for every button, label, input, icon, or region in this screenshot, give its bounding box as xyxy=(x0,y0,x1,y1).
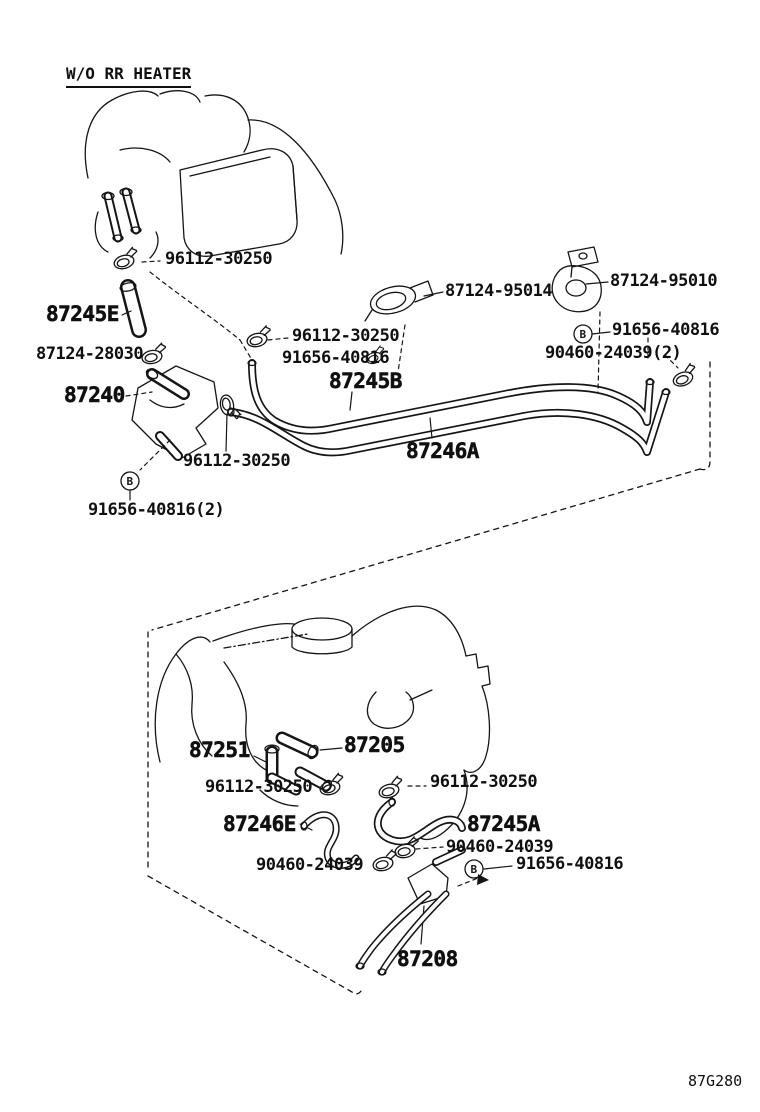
bolt-icon xyxy=(121,472,139,490)
bolt-icon xyxy=(465,860,483,878)
part-label-96112-30250: 96112-30250 xyxy=(205,777,313,797)
part-label-96112-30250: 96112-30250 xyxy=(292,326,400,346)
hose-87245a xyxy=(378,798,462,841)
direction-arrow xyxy=(477,874,489,885)
part-label-91656-40816: 91656-40816 xyxy=(282,348,390,368)
part-label-87124-28030: 87124-28030 xyxy=(36,344,144,364)
part-label-96112-30250: 96112-30250 xyxy=(165,249,273,269)
bracket-87124-95014 xyxy=(365,281,433,321)
part-label-91656-40816: 91656-40816(2) xyxy=(88,500,225,520)
drawing-code: 87G280 xyxy=(688,1072,743,1090)
part-label-87124-95014: 87124-95014 xyxy=(445,281,553,301)
part-label-87205: 87205 xyxy=(344,733,405,757)
diagram-title: W/O RR HEATER xyxy=(66,66,191,88)
part-label-87124-95010: 87124-95010 xyxy=(610,271,718,291)
water-outlet-87205 xyxy=(282,738,320,760)
part-label-96112-30250: 96112-30250 xyxy=(183,451,291,471)
part-label-87240: 87240 xyxy=(64,383,125,407)
cowl-sketch xyxy=(85,91,343,258)
part-label-87245b: 87245B xyxy=(329,369,402,393)
svg-text:B: B xyxy=(126,475,134,488)
bracket-87124-95010 xyxy=(552,247,601,312)
svg-text:B: B xyxy=(470,863,478,876)
part-label-87251: 87251 xyxy=(189,738,250,762)
part-label-87245e: 87245E xyxy=(46,302,119,326)
heater-valve-87240 xyxy=(132,366,218,458)
part-label-96112-30250: 96112-30250 xyxy=(430,772,538,792)
part-label-90460-24039: 90460-24039 xyxy=(446,837,554,857)
heater-hose-87245e xyxy=(119,281,139,330)
part-label-87246e: 87246E xyxy=(223,812,296,836)
clamp-icons xyxy=(111,247,699,873)
part-label-90460-24039: 90460-24039(2) xyxy=(545,343,682,363)
part-label-87208: 87208 xyxy=(397,947,458,971)
part-label-91656-40816: 91656-40816 xyxy=(516,854,624,874)
part-label-87245a: 87245A xyxy=(467,812,540,836)
part-label-91656-40816: 91656-40816 xyxy=(612,320,720,340)
engine-sketch xyxy=(155,606,490,839)
part-label-90460-24039: 90460-24039 xyxy=(256,855,364,875)
bolt-icon xyxy=(574,325,592,343)
svg-text:B: B xyxy=(579,328,587,341)
part-label-87246a: 87246A xyxy=(406,439,479,463)
